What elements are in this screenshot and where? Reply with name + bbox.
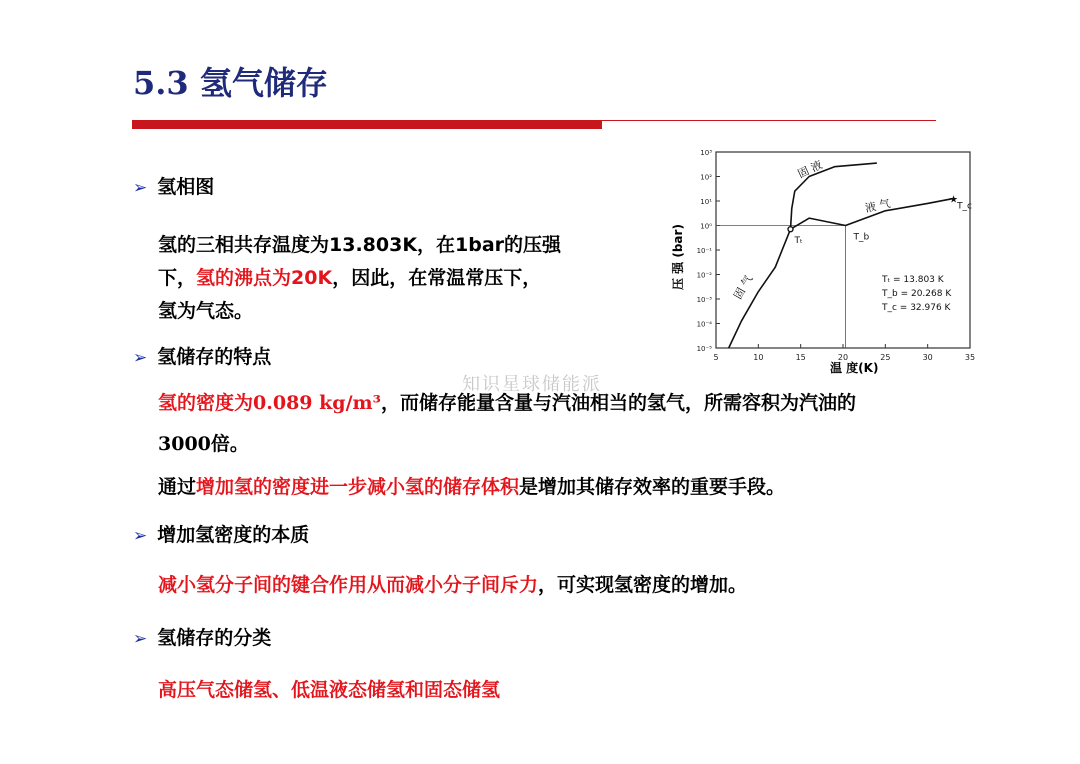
arrow-bullet-icon: ➢ <box>133 178 148 198</box>
storage-types-para: 高压气态储氢、低温液态储氢和固态储氢 <box>158 679 501 701</box>
density-para-line-2 <box>158 429 249 456</box>
y-tick-label: 10¹ <box>700 198 712 206</box>
y-axis-label: 压 强 (bar) <box>671 224 685 290</box>
y-tick-label: 10⁻² <box>696 271 712 280</box>
section-heading-phase-diagram <box>133 172 214 199</box>
page-title: 5.3 氢气储存 <box>133 64 328 102</box>
text-segment: ，而储存能量含量与汽油相当的氢气，所需容积为汽油的 <box>380 392 856 414</box>
y-tick-label: 10³ <box>700 149 712 157</box>
watermark-text: 知识星球储能派 <box>462 374 602 395</box>
plot-frame <box>716 152 973 348</box>
y-tick-label: 10⁻⁵ <box>696 345 712 353</box>
critical-point-marker: ★ <box>949 194 959 206</box>
hydrogen-phase-diagram <box>670 140 980 380</box>
phase-para-line-1: 氢的三相共存温度为13.803K，在1bar的压强 <box>158 234 562 256</box>
essence-para <box>158 570 747 597</box>
heading-text: 氢相图 <box>157 176 215 198</box>
highlight-density-label: 氢的密度为 <box>158 392 254 414</box>
temperature-annotation: Tₜ = 13.803 K <box>882 275 944 285</box>
x-tick-label: 5 <box>713 353 719 362</box>
critical-point-label: T_c <box>957 201 973 212</box>
x-tick-label: 25 <box>880 353 891 362</box>
temperature-annotation: T_b = 20.268 K <box>882 289 952 299</box>
heading-text: 氢储存的分类 <box>157 627 272 649</box>
y-tick-label: 10⁻⁴ <box>696 320 712 329</box>
section-heading-density-essence <box>133 520 309 547</box>
triple-point-label: Tₜ <box>794 236 803 247</box>
highlight-increase-density: 增加氢的密度进一步减小氢的储存体积 <box>196 476 520 498</box>
arrow-bullet-icon: ➢ <box>133 526 148 546</box>
x-tick-label: 20 <box>837 353 849 362</box>
x-axis-label: 温 度(K) <box>830 361 879 375</box>
highlight-density-value: 0.089 kg/m³ <box>253 392 381 414</box>
text-segment: ，可实现氢密度的增加。 <box>538 574 748 596</box>
boiling-point-label: T_b <box>853 232 870 243</box>
triple-point-marker <box>788 227 793 232</box>
region-label-solid-gas: 固 气 <box>731 272 756 302</box>
text-segment: 下， <box>158 267 197 289</box>
y-tick-label: 10⁻³ <box>696 296 712 304</box>
text-segment-number: 3000 <box>158 433 211 455</box>
heading-text: 氢储存的特点 <box>157 346 272 368</box>
heading-text: 增加氢密度的本质 <box>157 524 310 546</box>
y-tick-label: 10⁰ <box>700 222 712 231</box>
arrow-bullet-icon: ➢ <box>133 348 148 368</box>
y-tick-label: 10⁻¹ <box>696 247 712 255</box>
efficiency-para <box>158 472 785 499</box>
x-tick-label: 15 <box>795 353 806 362</box>
section-heading-storage-types <box>133 623 271 650</box>
title-underline-line <box>602 120 936 121</box>
arrow-bullet-icon: ➢ <box>133 629 148 649</box>
text-segment: 通过 <box>158 476 197 498</box>
region-label-liquid-gas: 液 气 <box>863 196 892 215</box>
text-segment: 是增加其储存效率的重要手段。 <box>519 476 786 498</box>
highlight-boiling-point: 氢的沸点为20K <box>196 267 333 289</box>
title-underline-bar <box>132 120 602 129</box>
section-heading-storage-features <box>133 342 271 369</box>
y-tick-label: 10² <box>700 173 712 182</box>
x-tick-label: 10 <box>753 353 764 362</box>
text-segment: 倍。 <box>210 433 249 455</box>
phase-para-line-2 <box>158 263 541 290</box>
x-tick-label: 30 <box>922 353 933 362</box>
x-tick-label: 35 <box>964 353 976 362</box>
text-segment: ，因此，在常温常压下， <box>332 267 542 289</box>
phase-para-line-3: 氢为气态。 <box>158 300 254 322</box>
highlight-reduce-repulsion: 减小氢分子间的键合作用从而减小分子间斥力 <box>158 574 539 596</box>
region-label-solid-liquid: 固 液 <box>795 158 825 181</box>
temperature-annotation: T_c = 32.976 K <box>882 303 951 313</box>
